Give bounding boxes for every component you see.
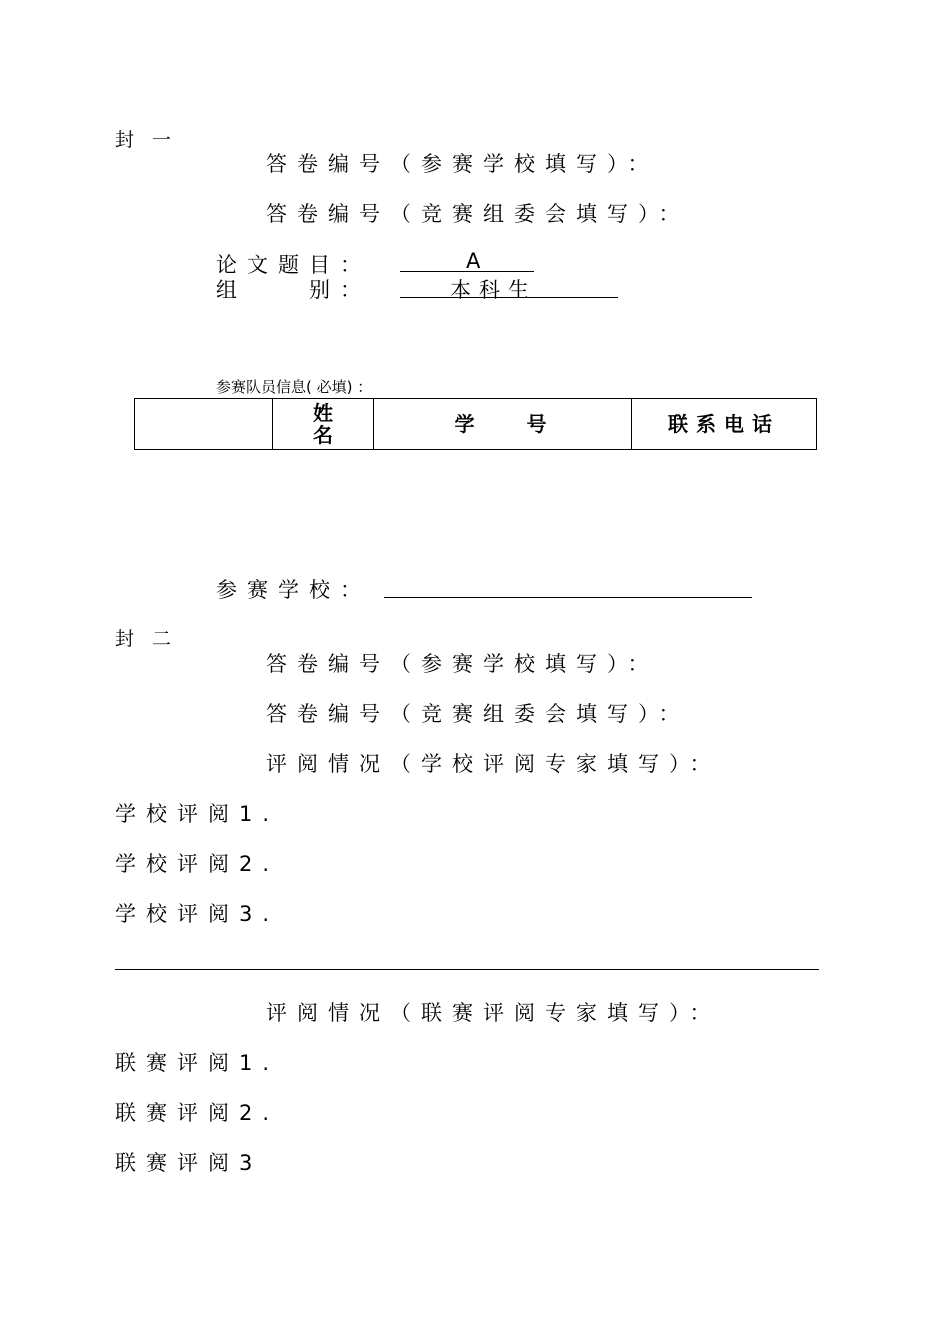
answer-number-committee-label-2: 答卷编号（竞赛组委会填写）：	[266, 702, 690, 726]
school-field[interactable]	[384, 574, 752, 598]
team-info-label: 参赛队员信息( 必填) ：	[216, 378, 373, 396]
school-label: 参赛学校：	[216, 578, 371, 602]
cover-two-label: 封 二	[115, 628, 178, 650]
table-row	[135, 399, 817, 450]
team-members-table	[134, 398, 817, 450]
paper-title-field[interactable]	[400, 249, 534, 272]
school-review-2: 学校评阅2.	[115, 852, 280, 876]
school-review-title: 评阅情况（学校评阅专家填写）：	[266, 752, 721, 776]
answer-number-school-label-2: 答卷编号（参赛学校填写）：	[266, 652, 659, 676]
league-review-title: 评阅情况（联赛评阅专家填写）：	[266, 1001, 721, 1025]
league-review-2: 联赛评阅2.	[115, 1101, 280, 1125]
group-value: 本科生	[450, 278, 537, 302]
answer-number-committee-label: 答卷编号（竞赛组委会填写）：	[266, 202, 690, 226]
answer-number-school-label: 答卷编号（参赛学校填写）：	[266, 152, 659, 176]
school-review-1: 学校评阅1.	[115, 802, 280, 826]
table-header-student-id: 学 号	[374, 399, 632, 450]
school-review-3: 学校评阅3.	[115, 902, 280, 926]
group-label: 组 别：	[216, 278, 371, 302]
section-divider	[115, 969, 819, 970]
cover-one-label: 封 一	[115, 129, 178, 151]
paper-title-value: A	[466, 249, 489, 273]
table-header-blank	[135, 399, 273, 450]
paper-title-label: 论文题目：	[216, 253, 371, 277]
league-review-1: 联赛评阅1.	[115, 1051, 280, 1075]
group-field[interactable]	[400, 274, 618, 302]
table-header-phone: 联系电话	[632, 399, 817, 450]
table-header-name: 姓名	[273, 399, 374, 450]
league-review-3: 联赛评阅3	[115, 1151, 263, 1175]
